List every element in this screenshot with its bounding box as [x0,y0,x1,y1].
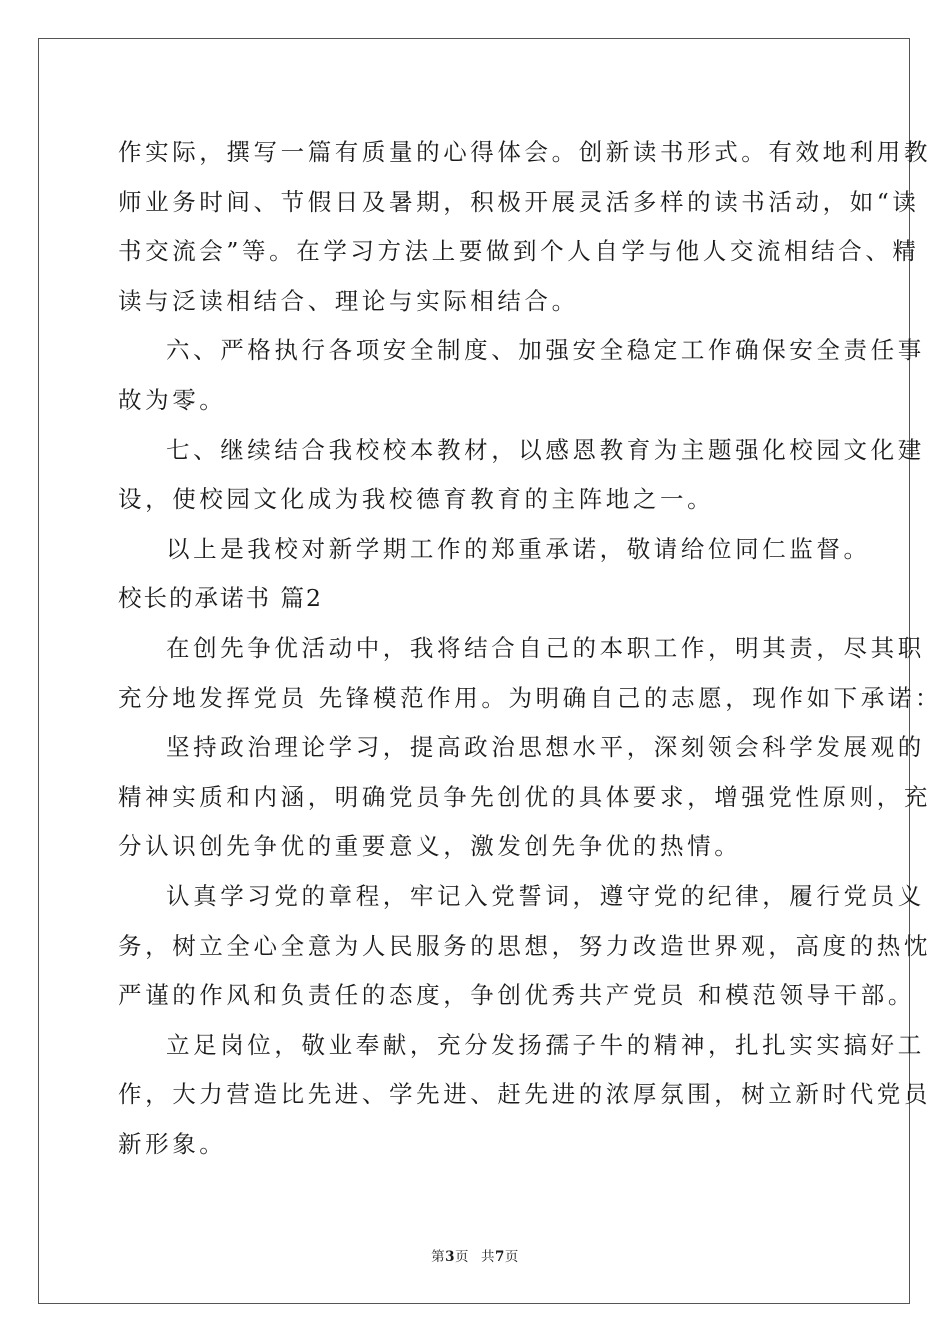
current-page-number: 3 [445,1249,455,1265]
page-number-suffix: 页 [455,1249,469,1265]
page-footer [0,1245,950,1265]
page-number-prefix: 第 [431,1249,446,1265]
text-line: 务，树立全心全意为人民服务的思想，努力改造世界观，高度的热忱 [118,931,931,960]
text-line: 精神实质和内涵，明确党员争先创优的具体要求，增强党性原则，充 [118,782,931,811]
text-line: 读与泛读相结合、理论与实际相结合。 [118,286,579,315]
text-line: 严谨的作风和负责任的态度，争创优秀共产党员 和模范领导干部。 [118,981,915,1010]
text-line: 立足岗位，敬业奉献，充分发扬孺子牛的精神，扎扎实实搞好工 [166,1030,925,1059]
text-line: 在创先争优活动中，我将结合自己的本职工作，明其责，尽其职 [166,633,925,662]
section-heading: 校长的承诺书 篇2 [118,584,323,613]
text-line: 认真学习党的章程，牢记入党誓词，遵守党的纪律，履行党员义 [166,881,925,910]
text-line: 设，使校园文化成为我校德育教育的主阵地之一。 [118,485,715,514]
text-line: 坚持政治理论学习，提高政治思想水平，深刻领会科学发展观的 [166,733,925,762]
text-line: 书交流会”等。在学习方法上要做到个人自学与他人交流相结合、精 [118,237,920,266]
text-line: 七、继续结合我校校本教材，以感恩教育为主题强化校园文化建 [166,435,925,464]
text-line: 作，大力营造比先进、学先进、赶先进的浓厚氛围，树立新时代党员 [118,1080,931,1109]
text-line: 作实际，撰写一篇有质量的心得体会。创新读书形式。有效地利用教 [118,138,931,166]
text-line: 师业务时间、节假日及暑期，积极开展灵活多样的读书活动，如“读 [118,187,920,216]
text-line: 六、严格执行各项安全制度、加强安全稳定工作确保安全责任事 [166,336,925,365]
total-pages-suffix: 页 [504,1249,519,1265]
text-line: 故为零。 [118,385,227,414]
total-pages-number: 7 [495,1249,505,1265]
total-pages-prefix: 共 [481,1249,495,1265]
document-body [118,128,943,1169]
text-line: 充分地发挥党员 先锋模范作用。为明确自己的志愿，现作如下承诺： [118,683,943,712]
text-line: 分认识创先争优的重要意义，激发创先争优的热情。 [118,832,742,861]
text-line: 以上是我校对新学期工作的郑重承诺，敬请给位同仁监督。 [166,534,871,563]
text-line: 新形象。 [118,1129,227,1158]
